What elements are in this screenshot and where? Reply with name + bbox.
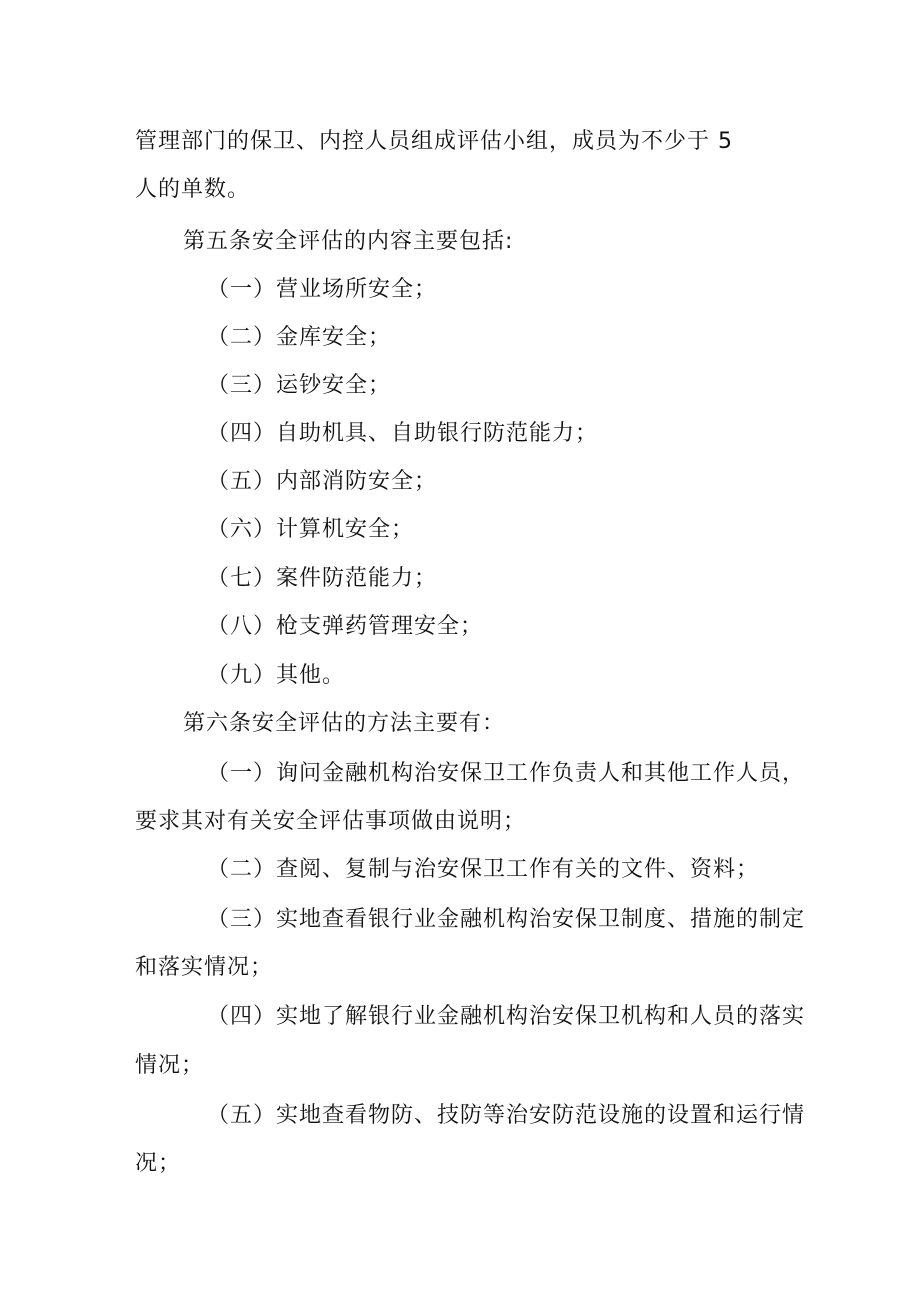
list-item-4: （四）自助机具、自助银行防范能力； [207, 421, 599, 446]
method-item-2: （二）查阅、复制与治安保卫工作有关的文件、资料； [207, 857, 760, 882]
list-item-7: （七）案件防范能力； [207, 566, 438, 591]
list-item-1: （一）营业场所安全； [207, 277, 438, 302]
method-item-1: （一）询问金融机构治安保卫工作负责人和其他工作人员， [207, 761, 806, 786]
method-item-4: （四）实地了解银行业金融机构治安保卫机构和人员的落实 [207, 1004, 806, 1029]
list-item-9: （九）其他。 [207, 663, 346, 688]
method-item-4-cont: 情况； [135, 1053, 205, 1078]
text-line-1: 管理部门的保卫、内控人员组成评估小组，成员为不少于 5 [135, 129, 733, 154]
method-item-5: （五）实地查看物防、技防等治安防范设施的设置和运行情 [207, 1103, 806, 1128]
article-6-heading: 第六条安全评估的方法主要有： [183, 711, 506, 736]
article-5-heading: 第五条安全评估的内容主要包括: [183, 229, 514, 254]
list-item-5: （五）内部消防安全； [207, 469, 438, 494]
list-item-2: （二）金库安全； [207, 325, 392, 350]
method-item-1-cont: 要求其对有关安全评估事项做由说明； [135, 809, 527, 834]
method-item-3-cont: 和落实情况； [135, 955, 274, 980]
list-item-3: （三）运钞安全； [207, 373, 392, 398]
list-item-6: （六）计算机安全； [207, 517, 415, 542]
method-item-5-cont: 况； [135, 1151, 182, 1176]
method-item-3: （三）实地查看银行业金融机构治安保卫制度、措施的制定 [207, 907, 806, 932]
list-item-8: （八）枪支弹药管理安全； [207, 614, 484, 639]
text-line-2: 人的单数。 [135, 177, 251, 202]
